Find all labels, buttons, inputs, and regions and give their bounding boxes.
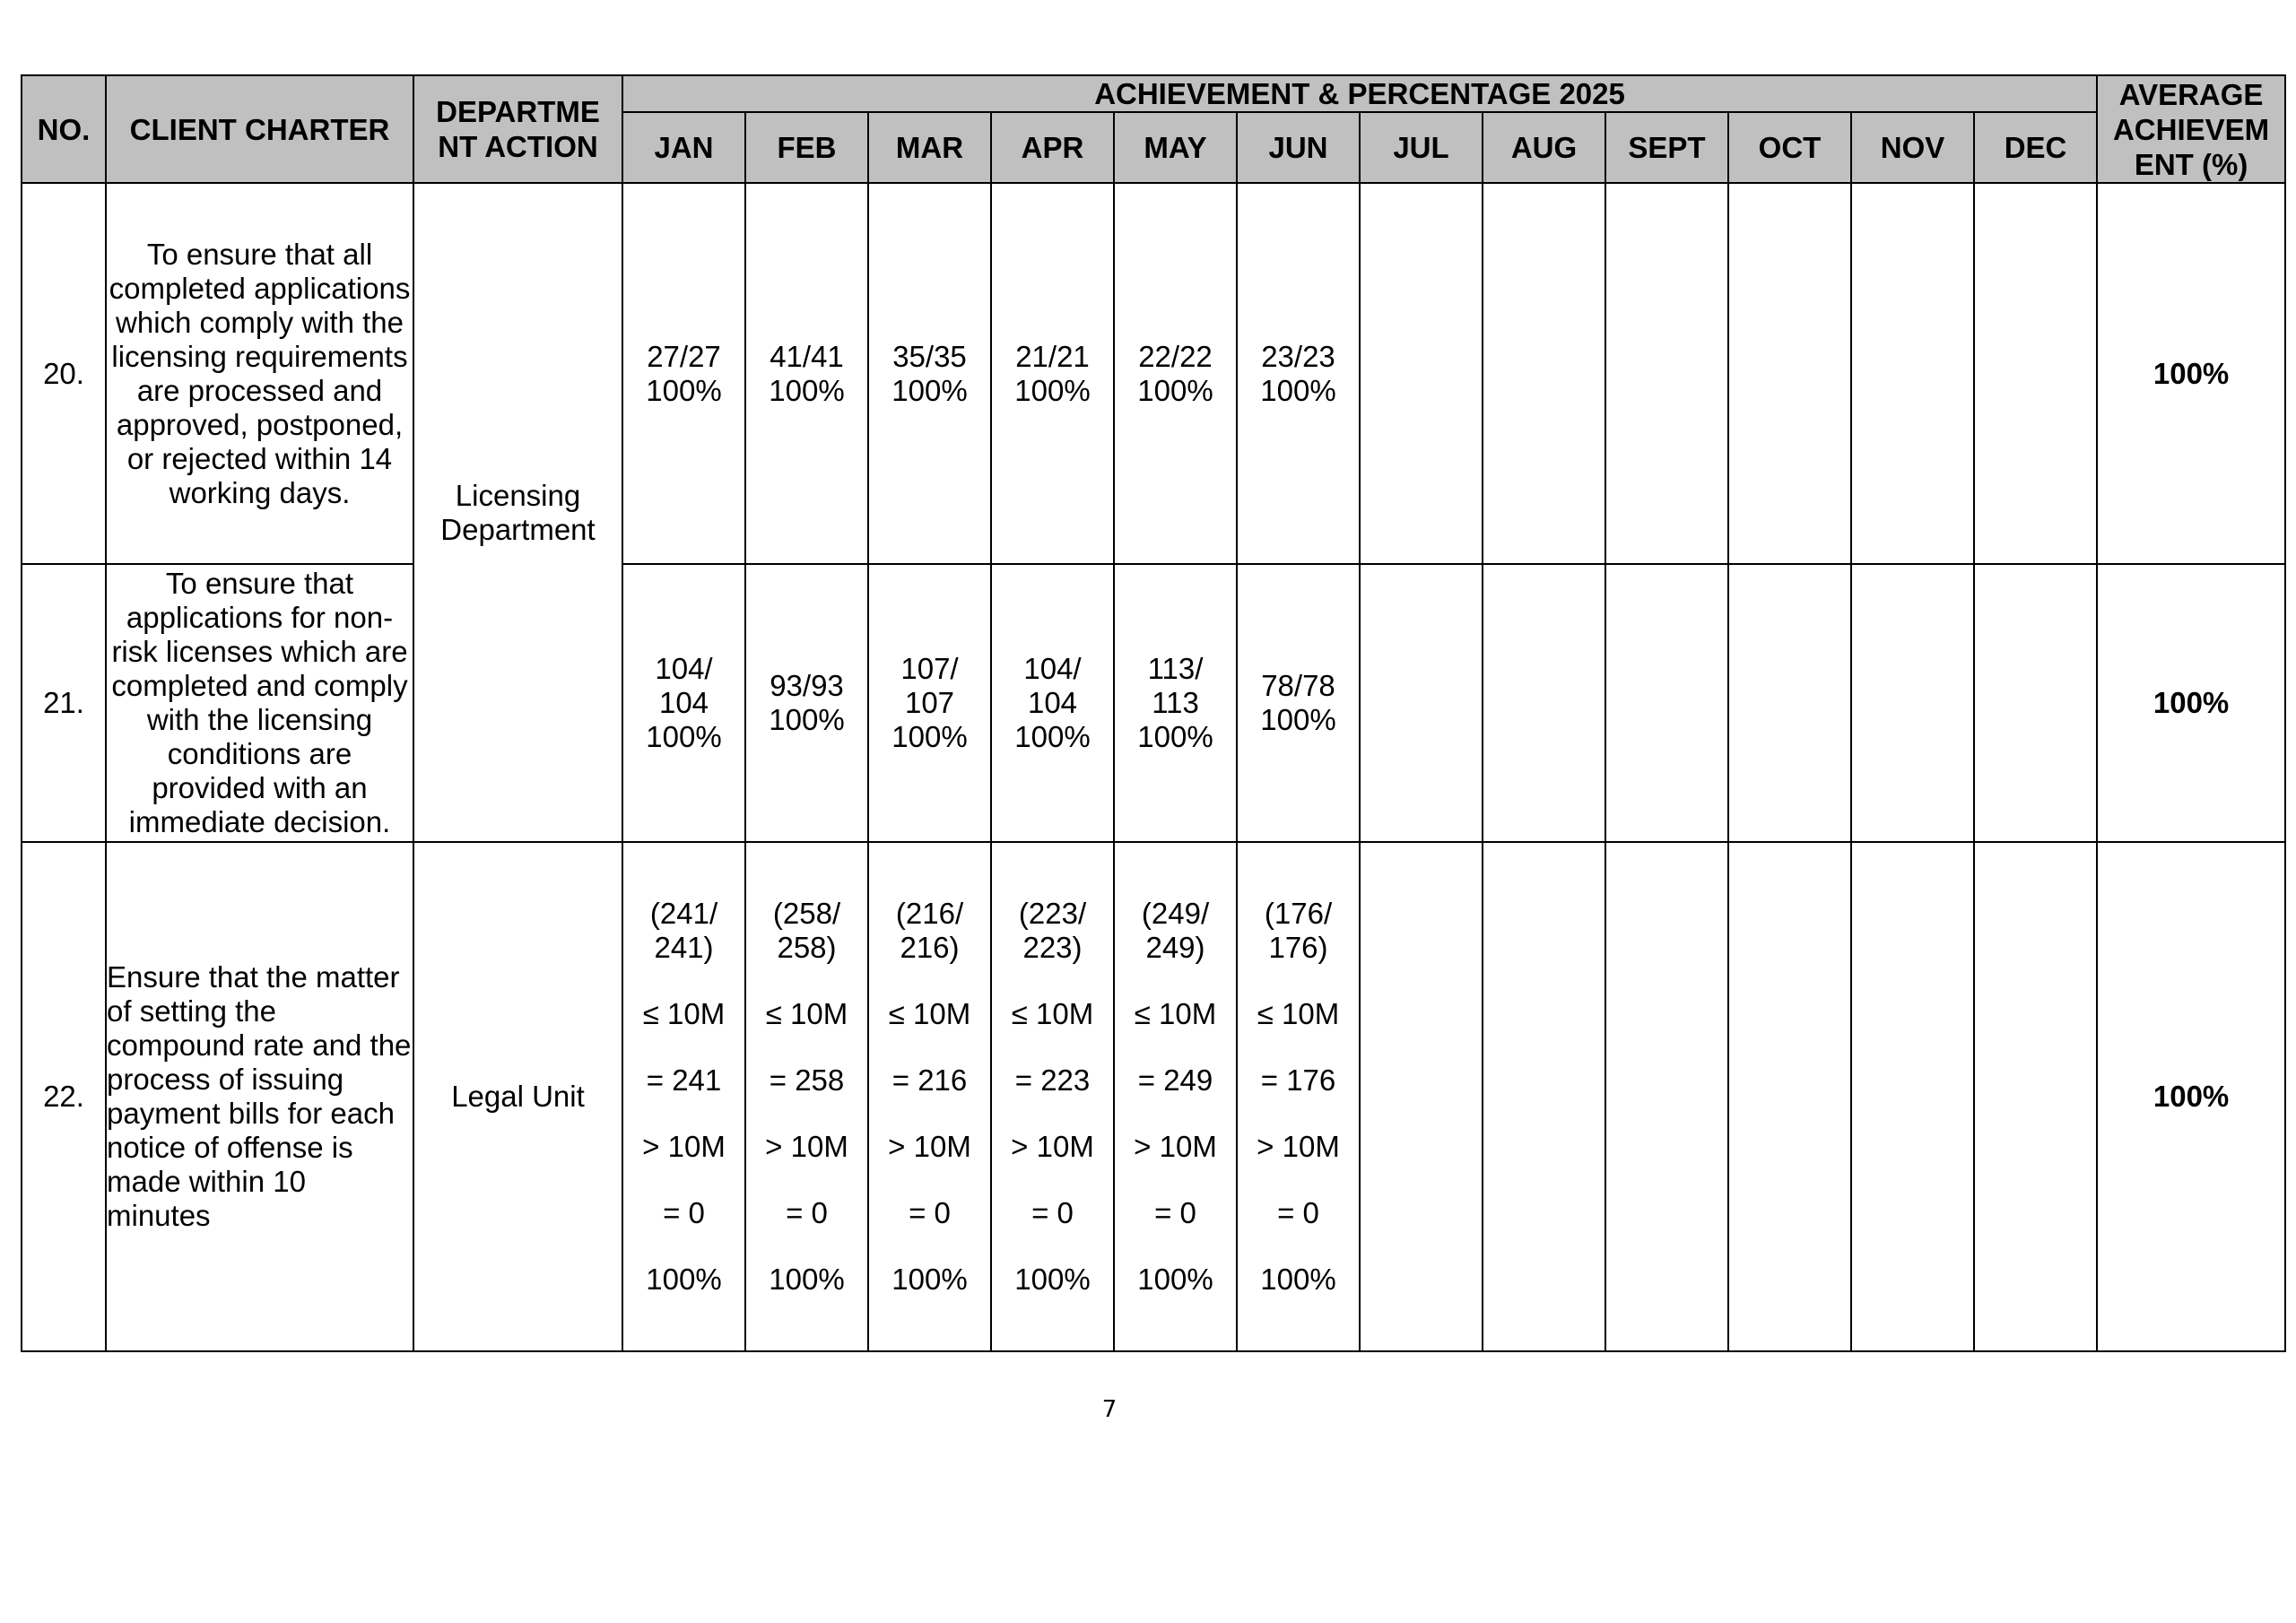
compound-fraction: (241/ 241) [649,897,718,964]
month-value [1851,564,1974,842]
month-value [1974,183,2097,564]
over-10-min-label: > 10M [1257,1130,1340,1163]
compound-fraction: (176/ 176) [1264,897,1333,964]
header-month: JUN [1237,112,1360,183]
header-month: JAN [622,112,745,183]
header-month: APR [991,112,1114,183]
month-value: 22/22 100% [1114,183,1237,564]
within-10-min-count: = 223 [1014,1063,1091,1097]
header-month: DEC [1974,112,2097,183]
header-department-action: DEPARTME NT ACTION [413,75,622,183]
over-10-min-label: > 10M [765,1130,848,1163]
header-month: NOV [1851,112,1974,183]
charter-text: To ensure that all completed applications which comply with the licensing requirements are processed and approved, postponed, or rejected within 14 working days. [106,183,413,564]
client-charter-table [21,74,2286,1352]
compound-percent: 100% [769,1263,845,1296]
within-10-min-label: ≤ 10M [1257,997,1340,1030]
month-value [1728,842,1851,1351]
month-value [1974,564,2097,842]
month-value [1605,183,1728,564]
month-value [1360,842,1483,1351]
month-value [1605,564,1728,842]
month-value: 23/23 100% [1237,183,1360,564]
table-row [22,183,2285,564]
within-10-min-count: = 216 [891,1063,968,1097]
header-month: JUL [1360,112,1483,183]
compound-percent: 100% [1137,1263,1213,1296]
month-value: 35/35 100% [868,183,991,564]
month-value: 27/27 100% [622,183,745,564]
compound-breakdown [746,897,867,1297]
charter-text: Ensure that the matter of setting the compound rate and the process of issuing payment bills for each notice of offense is made within 10 minutes [106,842,413,1351]
compound-fraction: (223/ 223) [1018,897,1087,964]
month-value [745,842,868,1351]
month-value: 107/ 107 100% [868,564,991,842]
over-10-min-label: > 10M [642,1130,726,1163]
average-value: 100% [2097,183,2285,564]
header-no: NO. [22,75,106,183]
compound-breakdown [869,897,990,1297]
charter-text: To ensure that applications for non-risk licenses which are completed and comply with the licensing conditions are provided with an immediate decision. [106,564,413,842]
row-number: 21. [22,564,106,842]
within-10-min-label: ≤ 10M [642,997,726,1030]
month-value [1974,842,2097,1351]
month-value [1114,842,1237,1351]
over-10-min-label: > 10M [888,1130,971,1163]
compound-breakdown [1115,897,1236,1297]
compound-fraction: (249/ 249) [1141,897,1210,964]
month-value: 41/41 100% [745,183,868,564]
compound-breakdown [1238,897,1359,1297]
month-value [991,842,1114,1351]
month-value [1360,564,1483,842]
within-10-min-count: = 241 [646,1063,722,1097]
compound-fraction: (258/ 258) [772,897,841,964]
month-value [622,842,745,1351]
header-month: MAY [1114,112,1237,183]
month-value: 104/ 104 100% [991,564,1114,842]
month-value [1483,183,1605,564]
within-10-min-label: ≤ 10M [888,997,971,1030]
over-10-min-count: = 0 [909,1196,951,1229]
over-10-min-count: = 0 [1031,1196,1074,1229]
header-client-charter: CLIENT CHARTER [106,75,413,183]
compound-breakdown [992,897,1113,1297]
month-value: 78/78 100% [1237,564,1360,842]
compound-fraction: (216/ 216) [895,897,964,964]
month-value [1360,183,1483,564]
month-value [1851,183,1974,564]
month-value [1728,564,1851,842]
month-value [1605,842,1728,1351]
header-month: AUG [1483,112,1605,183]
compound-percent: 100% [1014,1263,1091,1296]
within-10-min-label: ≤ 10M [1011,997,1094,1030]
page-number: 7 [1101,1396,1118,1423]
department-licensing: Licensing Department [413,183,622,842]
month-value: 93/93 100% [745,564,868,842]
month-value: 21/21 100% [991,183,1114,564]
month-value: 104/ 104 100% [622,564,745,842]
over-10-min-count: = 0 [1277,1196,1319,1229]
table-row [22,564,2285,842]
over-10-min-count: = 0 [786,1196,828,1229]
within-10-min-count: = 176 [1260,1063,1336,1097]
compound-percent: 100% [1260,1263,1336,1296]
header-month: OCT [1728,112,1851,183]
header-average-achievement: AVERAGE ACHIEVEM ENT (%) [2097,75,2285,183]
header-month: SEPT [1605,112,1728,183]
month-value [1851,842,1974,1351]
row-number: 20. [22,183,106,564]
month-value [1728,183,1851,564]
compound-percent: 100% [646,1263,722,1296]
month-value [1237,842,1360,1351]
row-number: 22. [22,842,106,1351]
month-value [1483,842,1605,1351]
over-10-min-count: = 0 [1154,1196,1196,1229]
header-achievement-group: ACHIEVEMENT & PERCENTAGE 2025 [622,75,2097,112]
month-value [1483,564,1605,842]
over-10-min-count: = 0 [663,1196,705,1229]
within-10-min-label: ≤ 10M [1134,997,1217,1030]
average-value: 100% [2097,842,2285,1351]
table-row [22,842,2285,1351]
within-10-min-label: ≤ 10M [765,997,848,1030]
within-10-min-count: = 249 [1137,1063,1213,1097]
over-10-min-label: > 10M [1134,1130,1217,1163]
average-value: 100% [2097,564,2285,842]
header-month: MAR [868,112,991,183]
month-value: 113/ 113 100% [1114,564,1237,842]
header-month: FEB [745,112,868,183]
month-value [868,842,991,1351]
compound-percent: 100% [891,1263,968,1296]
within-10-min-count: = 258 [769,1063,845,1097]
department-legal: Legal Unit [413,842,622,1351]
over-10-min-label: > 10M [1011,1130,1094,1163]
compound-breakdown [623,897,744,1297]
